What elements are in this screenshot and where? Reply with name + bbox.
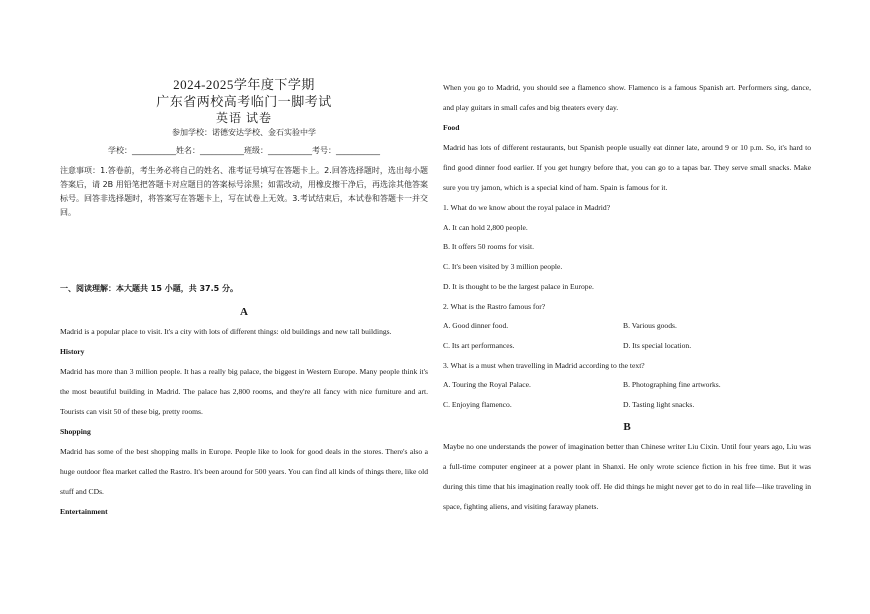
exam-notice: 注意事项：1.答卷前，考生务必将自己的姓名、准考证号填写在答题卡上。2.回答选择题时，选出每小题答案后，请 2B 用铅笔把答题卡对应题目的答案标号涂黑；如需改动，用橡皮擦干净后，再选涂其他答案标号。回答非选择题时，将答案写在答题卡上，写在试卷上无效。3.考试结束后，本试卷和答题卡一并交回。 xyxy=(60,166,428,217)
entertainment-paragraph: When you go to Madrid, you should see a flamenco show. Flamenco is a famous Spanish art. Performers sing, dance, and play guitars in small cafes and big theaters every day. xyxy=(443,83,811,112)
history-paragraph: Madrid has more than 3 million people. It has a really big palace, the biggest in Western Europe. Many people think it's the most beautiful building in Madrid. The palace has 2,800 rooms, and they're all fancy with nice furniture and art. Tourists can visit 50 of these big, pretty rooms. xyxy=(60,367,428,416)
section-heading: 一、阅读理解：本大题共 15 小题，共 37.5 分。 xyxy=(60,284,239,293)
passage-a-letter: A xyxy=(240,306,248,318)
option-row xyxy=(443,375,811,395)
option-row xyxy=(443,316,811,336)
student-info-line: 学校：___________姓名：___________班级：___________考号：___________ xyxy=(108,146,380,155)
option-row xyxy=(443,395,811,415)
exam-name-title: 广东省两校高考临门一脚考试 xyxy=(156,94,332,109)
entertainment-heading: Entertainment xyxy=(60,507,108,516)
question-1 xyxy=(443,198,811,297)
passage-b-paragraph: Maybe no one understands the power of imagination better than Chinese writer Liu Cixin. Until four years ago, Liu was a full-time computer engineer at a power plant in Shanxi. He only wrote science fiction in his free time. But it was during this time that his imagination really took off. He did things he might never get to do in real life—like traveling in space, fighting aliens, and visiting faraway planets. xyxy=(443,441,811,511)
question-stem: 2. What is the Rastro famous for? xyxy=(443,301,546,311)
option-a: A. Touring the Royal Palace. xyxy=(443,380,531,390)
question-3 xyxy=(443,356,811,415)
question-stem: 3. What is a must when travelling in Madrid according to the text? xyxy=(443,360,645,370)
option-d: D. Its special location. xyxy=(623,340,692,350)
food-heading: Food xyxy=(443,123,460,132)
shopping-paragraph: Madrid has some of the best shopping malls in Europe. People like to look for good deals in the stores. There's also a huge outdoor flea market called the Rastro. It's been around for 500 years. You can find all kinds of things there, like old stuff and CDs. xyxy=(60,447,428,496)
right-column xyxy=(443,78,811,517)
option-b: B. It offers 50 rooms for visit. xyxy=(443,242,534,252)
option-c: C. Its art performances. xyxy=(443,340,515,350)
left-column xyxy=(60,76,428,522)
option-d: D. Tasting light snacks. xyxy=(623,400,695,410)
option-b: B. Various goods. xyxy=(623,321,677,331)
passage-b-letter: B xyxy=(623,420,631,433)
option-d: D. It is thought to be the largest palace in Europe. xyxy=(443,281,594,291)
option-row xyxy=(443,336,811,356)
question-stem: 1. What do we know about the royal palace in Madrid? xyxy=(443,203,611,212)
exam-year-title: 2024-2025学年度下学期 xyxy=(173,77,315,92)
subject-title: 英语 试卷 xyxy=(215,111,272,125)
option-a: A. It can hold 2,800 people. xyxy=(443,222,528,232)
participating-schools: 参加学校：诺德安达学校、金石实验中学 xyxy=(172,128,316,137)
history-heading: History xyxy=(60,347,85,356)
food-paragraph: Madrid has lots of different restaurants, but Spanish people usually eat dinner late, around 9 or 10 p.m. So, it's hard to find good dinner food earlier. If you get hungry before that, you can go to a tapas bar. They serve small snacks. Make sure you try jamon, which is a special kind of ham. Spain is famous for it. xyxy=(443,143,811,192)
option-a: A. Good dinner food. xyxy=(443,321,509,331)
question-2 xyxy=(443,297,811,356)
option-b: B. Photographing fine artworks. xyxy=(623,380,721,390)
option-c: C. It's been visited by 3 million people. xyxy=(443,262,563,272)
option-c: C. Enjoying flamenco. xyxy=(443,400,512,410)
shopping-heading: Shopping xyxy=(60,427,91,436)
passage-a-intro: Madrid is a popular place to visit. It's a city with lots of different things: old buildings and new tall buildings. xyxy=(60,327,392,336)
